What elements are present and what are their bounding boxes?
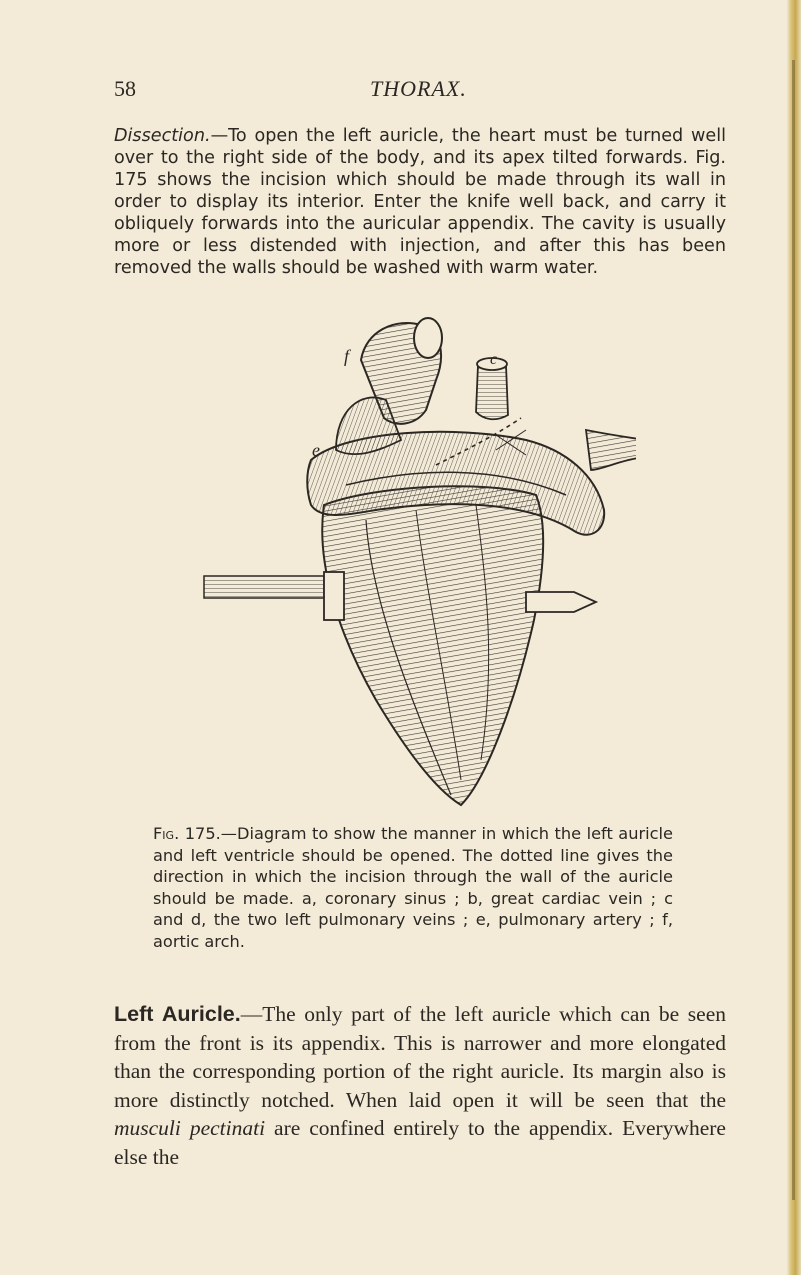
ventricle [322,486,543,805]
dissection-paragraph [114,125,726,279]
paragraph-text: —The only part of the left auricle which can be seen from the front is its appendix. This is narrower and more elongated than the corresponding portion of the right auricle. Its margin also is more distinctly notched. When laid open it will be seen that the [114,1002,726,1112]
paragraph-lead: Left Auricle. [114,1002,241,1026]
page-header [0,76,801,106]
page-number: 58 [114,76,136,101]
paragraph-lead: Dissection. [114,126,211,146]
caption-text: —Diagram to show the manner in which the left auricle and left ventricle should be opened. The dotted line gives the direction in which the incision through the wall of the auricle should be made. a, coronary sinus ; b, great cardiac vein ; c and d, the two left pulmonary veins ; e, pulmonary artery ; f, aortic arch. [153,824,673,951]
paragraph-text: —To open the left auricle, the heart must be turned well over to the right side of the body, and its apex tilted forwards. Fig. 175 shows the incision which should be made through its wall in order to display its interior. Enter the knife well back, and carry it obliquely forwards into the auricular appendix. The cavity is usually more or less distended with injection, and after this has been removed the walls should be washed with warm water. [114,126,726,278]
latin-term: musculi pectinati [114,1116,266,1141]
label-e: e [312,440,320,460]
heart-illustration [196,300,636,820]
page-edge-shadow [792,60,795,1200]
label-f: f [344,346,350,366]
label-c: c [490,351,498,368]
figure-number: Fig. 175. [153,824,221,843]
running-title: THORAX. [370,76,467,101]
left-auricle-paragraph [114,1000,726,1172]
pulmonary-vein [476,365,508,419]
paragraph-text-end: are confined entirely to the appendix. Everywhere else the [114,1116,726,1169]
figure-caption [153,823,673,952]
